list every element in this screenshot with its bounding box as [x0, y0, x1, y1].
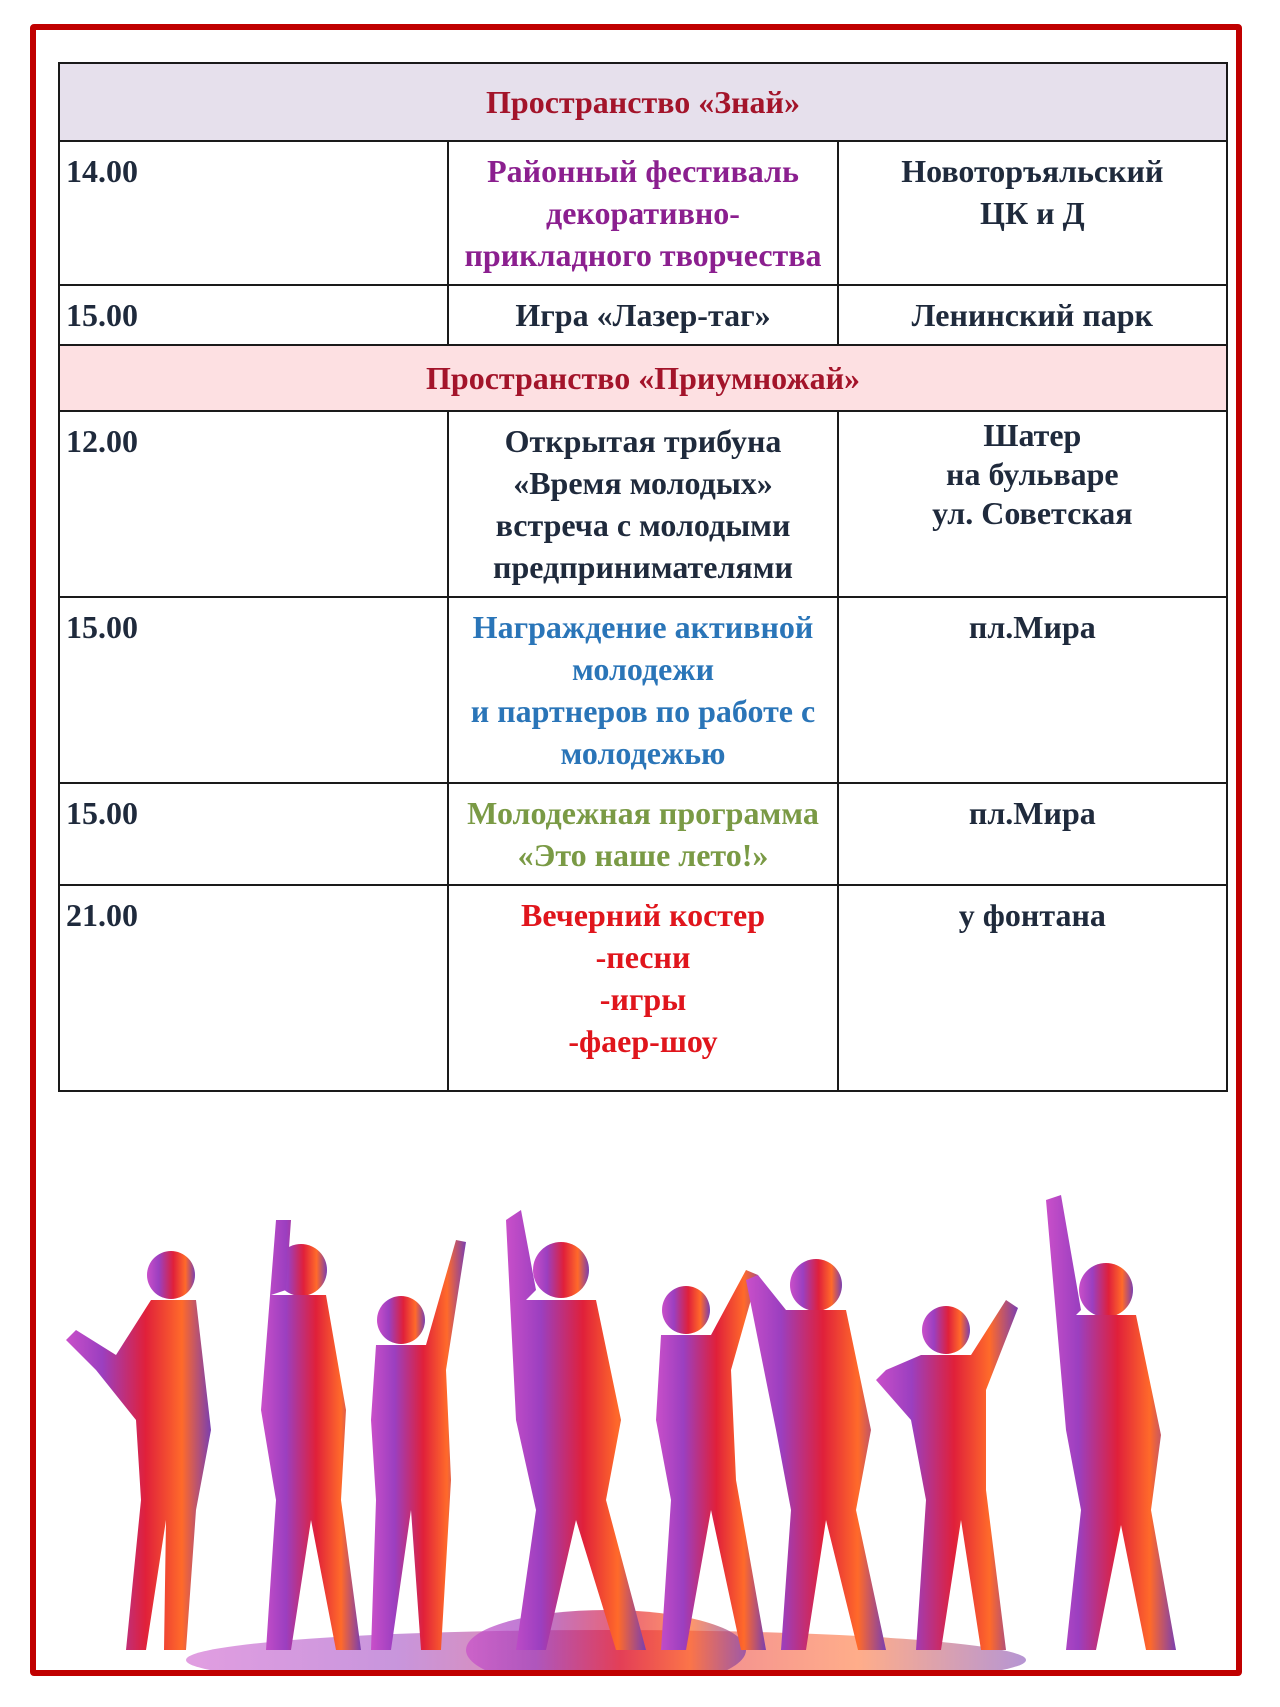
- event-time: 21.00: [59, 885, 448, 1091]
- event-place-line: Ленинский парк: [911, 297, 1153, 333]
- event-title: [448, 783, 837, 885]
- event-place-line: у фонтана: [958, 897, 1106, 933]
- event-place: [838, 411, 1227, 597]
- event-title-line: -игры: [599, 981, 687, 1017]
- event-title-line: Игра «Лазер-таг»: [515, 297, 771, 333]
- event-title-line: -песни: [595, 939, 691, 975]
- event-title-line: и партнеров по работе с молодежью: [470, 693, 816, 771]
- table-row: [59, 597, 1227, 783]
- event-place: [838, 783, 1227, 885]
- section-title: Пространство «Приумножай»: [59, 345, 1227, 411]
- table-row: [59, 285, 1227, 345]
- table-row: [59, 783, 1227, 885]
- event-title-line: Награждение активной молодежи: [472, 609, 814, 687]
- event-time: 12.00: [59, 411, 448, 597]
- event-title-line: Районный фестиваль: [487, 153, 799, 189]
- event-title: [448, 141, 837, 285]
- event-place: [838, 885, 1227, 1091]
- table-row: [59, 411, 1227, 597]
- event-place-line: ЦК и Д: [980, 195, 1085, 231]
- event-time: 15.00: [59, 597, 448, 783]
- event-place-line: пл.Мира: [968, 795, 1096, 831]
- event-time: 15.00: [59, 285, 448, 345]
- event-title: [448, 885, 837, 1091]
- event-title-line: Молодежная программа «Это наше лето!»: [467, 795, 819, 873]
- event-place-line: на бульваре: [946, 456, 1119, 492]
- event-title-line: -фаер-шоу: [568, 1023, 718, 1059]
- event-time: 15.00: [59, 783, 448, 885]
- event-title: [448, 411, 837, 597]
- event-title: [448, 285, 837, 345]
- event-title-line: Вечерний костер: [520, 897, 766, 933]
- table-row: [59, 141, 1227, 285]
- event-place-line: Шатер: [983, 417, 1082, 453]
- section-header-row: [59, 345, 1227, 411]
- page-frame: [30, 24, 1242, 1676]
- event-place-line: ул. Советская: [932, 495, 1133, 531]
- event-place: [838, 141, 1227, 285]
- event-place: [838, 597, 1227, 783]
- event-title: [448, 597, 837, 783]
- section-header-row: [59, 63, 1227, 141]
- table-row: [59, 885, 1227, 1091]
- schedule-table: [58, 62, 1228, 1092]
- event-title-line: встреча с молодыми предпринимателями: [493, 507, 793, 585]
- event-title-line: декоративно-прикладного творчества: [464, 195, 822, 273]
- event-time: 14.00: [59, 141, 448, 285]
- section-title: Пространство «Знай»: [59, 63, 1227, 141]
- event-place: [838, 285, 1227, 345]
- event-place-line: пл.Мира: [968, 609, 1096, 645]
- event-title-line: Открытая трибуна «Время молодых»: [504, 423, 782, 501]
- event-place-line: Новоторъяльский: [901, 153, 1164, 189]
- dancing-people-silhouettes-icon: [46, 1180, 1226, 1676]
